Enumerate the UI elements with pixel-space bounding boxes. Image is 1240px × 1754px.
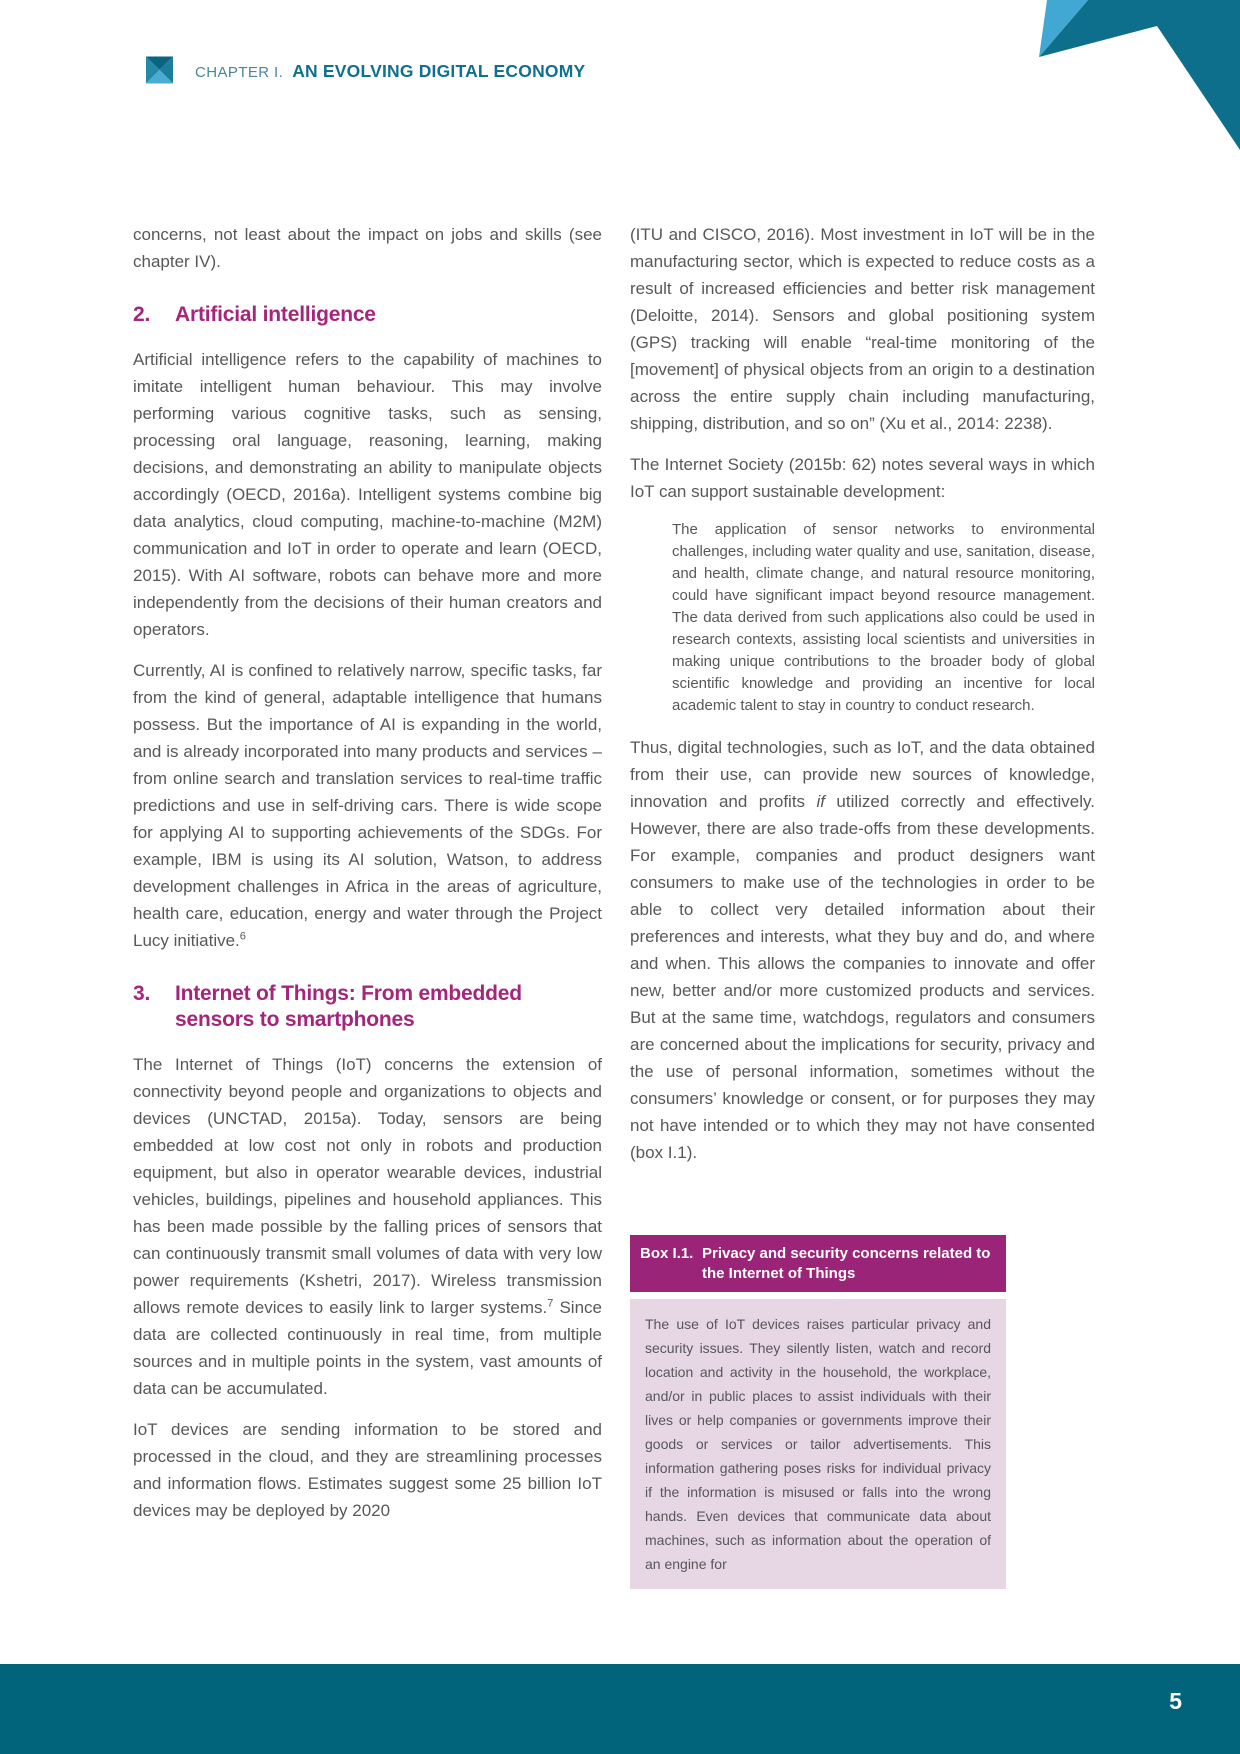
- page-number: 5: [1169, 1688, 1182, 1714]
- footnote-ref-7: 7: [547, 1297, 554, 1310]
- paragraph-trade-offs-text-b: utilized correctly and effectively. However, there are also trade-offs from these developments. For example, companies and product designers want consumers to make use of the technologies in order to be able to collect very detailed information about their preferences and interests, what they buy and do, and where and when. This allows the companies to innovate and offer new, better and/or more customized products and services. But at the same time, watchdogs, regulators and consumers are concerned about the implications for security, privacy and the use of personal information, sometimes without the consumers’ knowledge or consent, or for purposes they may not have intended or to which they may not have consented (box I.1).: [630, 792, 1095, 1162]
- chapter-marker-icon: [146, 56, 173, 84]
- section-2-heading: [133, 302, 602, 328]
- box-i1-title: Privacy and security concerns related to the Internet of Things: [702, 1245, 991, 1282]
- footer-band: [0, 1664, 1240, 1754]
- chapter-label: CHAPTER I.: [195, 64, 284, 81]
- section-3-title: Internet of Things: From embedded sensors to smartphones: [175, 982, 522, 1031]
- paragraph-internet-society: The Internet Society (2015b: 62) notes several ways in which IoT can support sustainable development:: [630, 455, 1095, 501]
- right-column: [630, 221, 1095, 1180]
- italic-word: if: [816, 792, 825, 811]
- block-quote: The application of sensor networks to environmental challenges, including water quality and use, sanitation, disease, and health, climate change, and natural resource monitoring, could have significant impact beyond resource management. The data derived from such applications also could be used in research contexts, assisting local scientists and universities in making unique contributions to the broader body of global scientific knowledge and providing an incentive for local academic talent to stay in country to conduct research.: [672, 521, 1095, 714]
- paragraph-trade-offs-text-a: Thus, digital technologies, such as IoT, and the data obtained from their use, can provide new sources of knowledge, innovation and profits: [630, 738, 1095, 811]
- paragraph-iot-1: [133, 1051, 602, 1402]
- box-i1: [630, 1235, 1006, 1589]
- paragraph-iot-1-text-b: Since data are collected continuously in real time, from multiple sources and in multiple points in the system, vast amounts of data can be accumulated.: [133, 1298, 602, 1398]
- paragraph-intro-continued: concerns, not least about the impact on jobs and skills (see chapter IV).: [133, 225, 602, 271]
- chapter-text: [195, 61, 585, 84]
- paragraph-iot-1-text-a: The Internet of Things (IoT) concerns the extension of connectivity beyond people and organizations to objects and devices (UNCTAD, 2015a). Today, sensors are being embedded at low cost not only in robots and production equipment, but also in operator wearable devices, industrial vehicles, buildings, pipelines and household appliances. This has been made possible by the falling prices of sensors that can continuously transmit small volumes of data with very low power requirements (Kshetri, 2017). Wireless transmission allows remote devices to easily link to larger systems.: [133, 1055, 602, 1317]
- box-i1-body: The use of IoT devices raises particular privacy and security issues. They silently listen, watch and record location and activity in the household, the workplace, and/or in public places to assist individuals with their lives or help companies or governments improve their goods or services or tailor advertisements. This information gathering poses risks for individual privacy if the information is misused or falls into the wrong hands. Even devices that communicate data about machines, such as information about the operation of an engine for: [630, 1299, 1006, 1589]
- chapter-title: AN EVOLVING DIGITAL ECONOMY: [292, 61, 586, 81]
- section-3-heading: [133, 981, 602, 1033]
- paragraph-ai-1: Artificial intelligence refers to the capability of machines to imitate intelligent human behaviour. This may involve performing various cognitive tasks, such as sensing, processing oral language, reasoning, learning, making decisions, and demonstrating an ability to manipulate objects accordingly (OECD, 2016a). Intelligent systems combine big data analytics, cloud computing, machine-to-machine (M2M) communication and IoT in order to operate and learn (OECD, 2015). With AI software, robots can behave more and more independently from the decisions of their human creators and operators.: [133, 350, 602, 639]
- section-3-number: 3.: [133, 982, 151, 1005]
- left-column: [133, 221, 602, 1538]
- paragraph-ai-2-text: Currently, AI is confined to relatively narrow, specific tasks, far from the kind of general, adaptable intelligence that humans possess. But the importance of AI is expanding in the world, and is already incorporated into many products and services – from online search and translation services to real-time traffic predictions and use in self-driving cars. There is wide scope for applying AI to supporting achievements of the SDGs. For example, IBM is using its AI solution, Watson, to address development challenges in Africa in the areas of agriculture, health care, education, energy and water through the Project Lucy initiative.: [133, 661, 602, 950]
- section-2-number: 2.: [133, 303, 151, 326]
- paragraph-trade-offs: [630, 734, 1095, 1166]
- corner-decoration: [1030, 0, 1240, 160]
- paragraph-ai-2: [133, 657, 602, 954]
- box-i1-header: [630, 1235, 1006, 1292]
- paragraph-itu-cisco: (ITU and CISCO, 2016). Most investment in IoT will be in the manufacturing sector, which is expected to reduce costs as a result of increased efficiencies and better risk management (Deloitte, 2014). Sensors and global positioning system (GPS) tracking will enable “real-time monitoring of the [movement] of physical objects from an origin to a destination across the entire supply chain including manufacturing, shipping, distribution, and so on” (Xu et al., 2014: 2238).: [630, 225, 1095, 433]
- chapter-header: [146, 56, 585, 84]
- footnote-ref-6: 6: [239, 930, 246, 943]
- paragraph-iot-2: IoT devices are sending information to be stored and processed in the cloud, and they are streamlining processes and information flows. Estimates suggest some 25 billion IoT devices may be deployed by 2020: [133, 1420, 602, 1520]
- box-i1-label: Box I.1.: [640, 1245, 694, 1262]
- section-2-title: Artificial intelligence: [175, 303, 376, 326]
